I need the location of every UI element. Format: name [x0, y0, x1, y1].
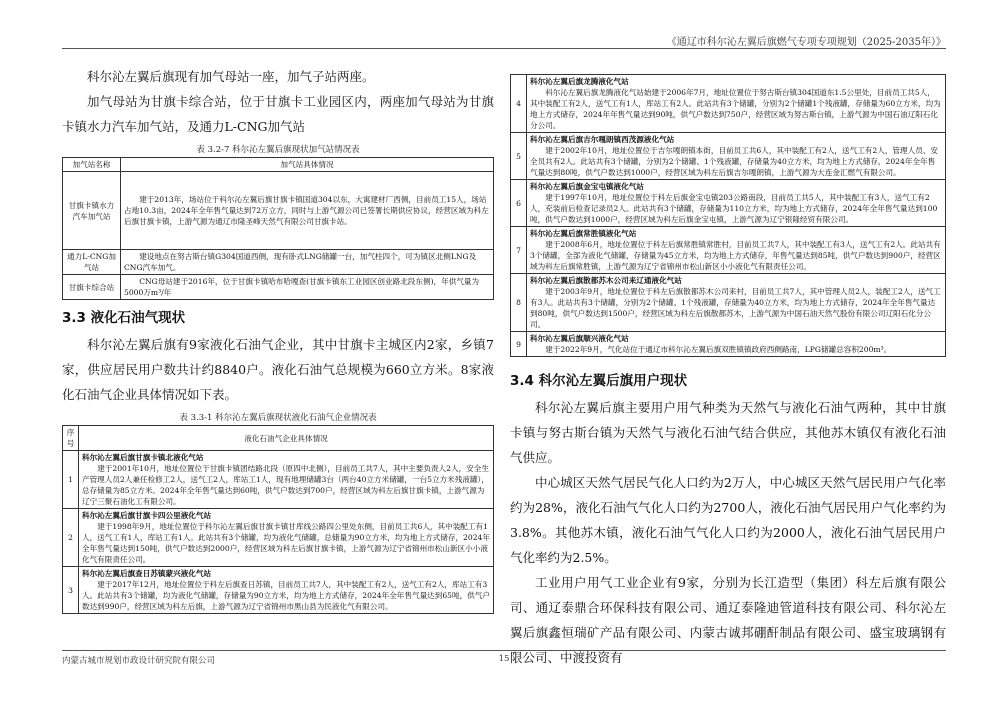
- paragraph-user-types: 科尔沁左翼后旗主要用户用气种类为天然气与液化石油气两种，其中甘旗卡镇与努古斯台镇为天然气与液化石油气结合供应，其他苏木镇仅有液化石油气供应。: [510, 400, 946, 465]
- table-row: [511, 227, 946, 274]
- lpg-enterprise-table: [62, 425, 494, 614]
- footer-organization: 内蒙古城市规划市政设计研究院有限公司: [62, 656, 216, 666]
- table-row: [63, 509, 494, 567]
- enterprise-detail: 建于2001年10月，地址位置位于甘旗卡镇团结路北段（原四中北侧），目前员工共7人，其中主要负责人2人，安全生产管理人员2人兼任检修工2人，送气工2人，库站工1人，现有地埋储罐3台（两台40立方米储罐，一台5立方米残液罐），总存储量为85立方米。2024年全年售气量达到60吨，供气户数达到700户，经营区域为科左后旗甘旗卡镇，上游气源为辽宁三聚石油化工有限公司。: [82, 464, 489, 506]
- table-row: [511, 75, 946, 133]
- enterprise-name: 科尔沁左翼后旗甘旗卡四公里液化气站: [82, 511, 212, 520]
- station-name-cell: 甘旗卡镇水力汽车加气站: [63, 172, 121, 250]
- enterprise-cell: [79, 567, 494, 614]
- enterprise-name: 科尔沁左翼后旗顺兴液化气站: [530, 334, 629, 343]
- row-number-cell: 8: [511, 274, 527, 332]
- row-number-cell: 1: [63, 451, 79, 509]
- paragraph-gasification-rates: 中心城区天然气居民气化人口约为2万人，中心城区天然气居民用户气化率约为28%，液化石油气气化人口约为2700人，液化石油气居民用户气化率约为3.8%。其他苏木镇，液化石油气气化人口约为2000人，液化石油气居民用户气化率约为2.5%。: [510, 475, 946, 565]
- station-name-cell: 甘旗卡综合站: [63, 275, 121, 300]
- enterprise-cell: [79, 509, 494, 567]
- enterprise-name: 科尔沁左翼后旗查日苏镇蒙兴液化气站: [82, 569, 212, 578]
- enterprise-cell: [527, 227, 946, 274]
- enterprise-detail: 建于1997年10月，地址位置位于科左后旗金宝屯镇203公路南段，目前员工共5人，其中装配工有3人，送气工有2人，充装前后检查记录员2人。此站共有3个储罐，存储量为110立方米，均为地上方式储存，2024年全年售气量达到100吨，供气户数达到1000户，经营区域为科左后旗金宝屯镇，上游气源为辽宁银隆经贸有限公司。: [530, 193, 938, 224]
- row-number-cell: 2: [63, 509, 79, 567]
- enterprise-detail: 建于2002年10月，地址位置位于吉尔嘎朗镇本街，目前员工共6人，其中装配工有2人，送气工有2人，管理人员、安全员共有2人。此站共有3个储罐，分别为2个储罐、1个残液罐，存储量为40立方米，均为地上方式储存，2024年全年售气量达到80吨，供气户数达到1000户，经营区域为科左后旗吉尔嘎朗镇，上游气源为大连金汇燃气有限公司。: [530, 146, 938, 177]
- enterprise-detail: 建于1998年9月，地址位置位于科尔沁左翼后旗甘旗卡镇甘库线公路四公里处东侧，目前员工共6人，其中装配工有1人，送气工有1人，库站工有1人。此站共有3个储罐，均为液化气储罐，总储量为90立方米，均为地上方式储存，2024年全年售气量达到150吨，供气户数达到2000户，经营区域为科左后旗甘旗卡镇，上游气源为辽宁省锦州市松山新区小小液化气有限责任公司。: [82, 522, 490, 564]
- table-caption-gas-stations: 表 3.2-7 科尔沁左翼后旗现状加气站情况表: [196, 145, 360, 155]
- enterprise-name: 科尔沁左翼后旗散都苏木公司来辽通液化气站: [530, 276, 682, 285]
- table-row: [63, 451, 494, 509]
- enterprise-name: 科尔沁左翼后旗金宝屯镇液化气站: [530, 182, 644, 191]
- station-detail-cell: 建于2013年，场站位于科尔沁左翼后旗甘旗卡镇国道304以东，大寓建材厂西侧，目前员工15人，场站占地10.3亩，2024年全年售气量达到72万立方，同时与上游气源公司已签署长期供应协议，经营区域为科左后旗甘旗卡镇，上游气源为通辽市隆圣峰天然气有限公司甘旗卡站。: [121, 172, 494, 250]
- enterprise-cell: [527, 133, 946, 180]
- enterprise-detail: 建于2008年6月，地址位置位于科左后旗常胜镇常胜村，目前员工共7人，其中装配工有3人，送气工有2人。此站共有3个储罐，全部为液化气储罐，存储量为45立方米，均为地上方式储存，年售气量达到85吨，供气户数达到900户，经营区域为科左后旗常胜镇，上游气源为辽宁省锦州市松山新区小小液化气有限责任公司。: [530, 240, 941, 271]
- enterprise-detail: 科尔沁左翼后旗龙腾液化气站始建于2006年7月，地址位置位于努古斯台镇304国道东1.5公里处，目前员工共5人，其中装配工有2人，送气工有1人，库站工有2人。此站共有3个储罐，分别为2个储罐1个残液罐，存储量为60立方米，均为地上方式储存，2024年年售气量达到90吨，供气户数达到750户，经营区域为努古斯台镇，上游气源为中国石油辽阳石化分公司。: [530, 88, 941, 130]
- enterprise-name: 科尔沁左翼后旗甘旗卡镇北液化气站: [82, 453, 204, 462]
- running-header: 《通辽市科尔沁左翼后旗燃气专项专项规划（2025-2035年）》: [666, 37, 946, 48]
- table-header-cell: 序号: [63, 426, 79, 451]
- enterprise-cell: [527, 75, 946, 133]
- row-number-cell: 7: [511, 227, 527, 274]
- paragraph-gas-stations-intro: 科尔沁左翼后旗现有加气母站一座，加气子站两座。: [87, 69, 375, 84]
- header-rule: [62, 48, 946, 49]
- enterprise-name: 科尔沁左翼后旗吉尔嘎朗镇西茂源液化气站: [530, 135, 675, 144]
- enterprise-detail: 建于2003年9月，地址位置位于科左后旗散都苏木公司来村，目前员工共7人，其中管理人员2人，装配工2人，送气工有3人。此站共有3个储罐，分别为2个储罐、1个残液罐，存储量为40立方米，均为地上方式储存，2024年全年售气量达到80吨，供气户数达到1500户，经营区域为科左后旗散都苏木，上游气源为中国石油天然气股份有限公司辽阳石化分公司。: [530, 287, 941, 329]
- paragraph-lpg-overview: 科尔沁左翼后旗有9家液化石油气企业，其中甘旗卡主城区内2家，乡镇7家，供应居民用户数共计约8840户。液化石油气总规模为660立方米。8家液化石油气企业具体情况如下表。: [62, 337, 494, 402]
- row-number-cell: 5: [511, 133, 527, 180]
- enterprise-cell: [527, 180, 946, 227]
- table-header-cell: 加气站具体情况: [121, 158, 494, 172]
- table-row: [511, 180, 946, 227]
- table-header-cell: 液化石油气企业具体情况: [79, 426, 494, 451]
- station-detail-cell: CNG母站建于2016年，位于甘旗卡镇哈布哈嘎查(甘旗卡镇东工业园区创业路北段东侧)，年供气量为5000万m³/年: [121, 275, 494, 300]
- gas-station-table: [62, 157, 494, 300]
- table-row: [63, 172, 494, 250]
- enterprise-cell: [527, 274, 946, 332]
- table-row: [511, 332, 946, 357]
- station-name-cell: 通力L-CNG加气站: [63, 250, 121, 275]
- table-row: [511, 274, 946, 332]
- enterprise-cell: [79, 451, 494, 509]
- enterprise-detail: 建于2017年12月，地址位置位于科左后旗查日苏镇，目前员工共7人，其中装配工有2人，送气工有2人，库站工有3人。此站共有3个储罐，均为液化气储罐，存储量为90立方米，均为地上方式储存，2024年全年售气量达到65吨，供气户数达到990户，经营区域为科左后旗，上游气源为辽宁省锦州市黑山县为民液化气有限公司。: [82, 580, 490, 611]
- section-heading-lpg: 3.3 液化石油气现状: [62, 310, 186, 326]
- row-number-cell: 9: [511, 332, 527, 357]
- table-caption-lpg: 表 3.3-1 科尔沁左翼后旗现状液化石油气企业情况表: [179, 413, 377, 423]
- enterprise-name: 科尔沁左翼后旗龙腾液化气站: [530, 77, 629, 86]
- page-number: 15: [498, 654, 510, 664]
- paragraph-industrial-users: 工业用户用气工业企业有9家，分别为长江造型（集团）科左后旗有限公司、通辽泰鼎合环保科技有限公司、通辽泰隆迪管道科技有限公司、科尔沁左翼后旗鑫恒瑞矿产品有限公司、内蒙古诚邦硼酐制品有限公司、盛宝玻璃钢有限公司、中渡投资有: [510, 575, 946, 665]
- table-header-row: [63, 426, 494, 451]
- lpg-enterprise-table-continued: [510, 74, 946, 357]
- table-row: [63, 567, 494, 614]
- table-row: [63, 250, 494, 275]
- enterprise-name: 科尔沁左翼后旗常胜镇液化气站: [530, 229, 637, 238]
- table-row: [511, 133, 946, 180]
- enterprise-detail: 建于2022年9月，气化站位于通辽市科尔沁左翼后旗双胜镇镇政府西侧路南，LPG储罐总容积200m³。: [545, 345, 892, 354]
- table-header-row: [63, 158, 494, 172]
- right-column: [510, 74, 946, 670]
- table-header-cell: 加气站名称: [63, 158, 121, 172]
- paragraph-mother-station: 加气母站为甘旗卡综合站，位于甘旗卡工业园区内，两座加气母站为甘旗卡镇水力汽车加气站，及通力L-CNG加气站: [62, 94, 494, 134]
- row-number-cell: 6: [511, 180, 527, 227]
- station-detail-cell: 建设地点在努古斯台镇G304国道西侧，现有卧式LNG储罐一台，加气柱四个，可为镇区北侧LNG及CNG汽车加气。: [121, 250, 494, 275]
- row-number-cell: 4: [511, 75, 527, 133]
- enterprise-cell: [527, 332, 946, 357]
- section-heading-users: 3.4 科尔沁左翼后旗用户现状: [510, 373, 688, 389]
- left-column: [62, 64, 494, 614]
- page-footer: [62, 650, 946, 666]
- table-row: [63, 275, 494, 300]
- row-number-cell: 3: [63, 567, 79, 614]
